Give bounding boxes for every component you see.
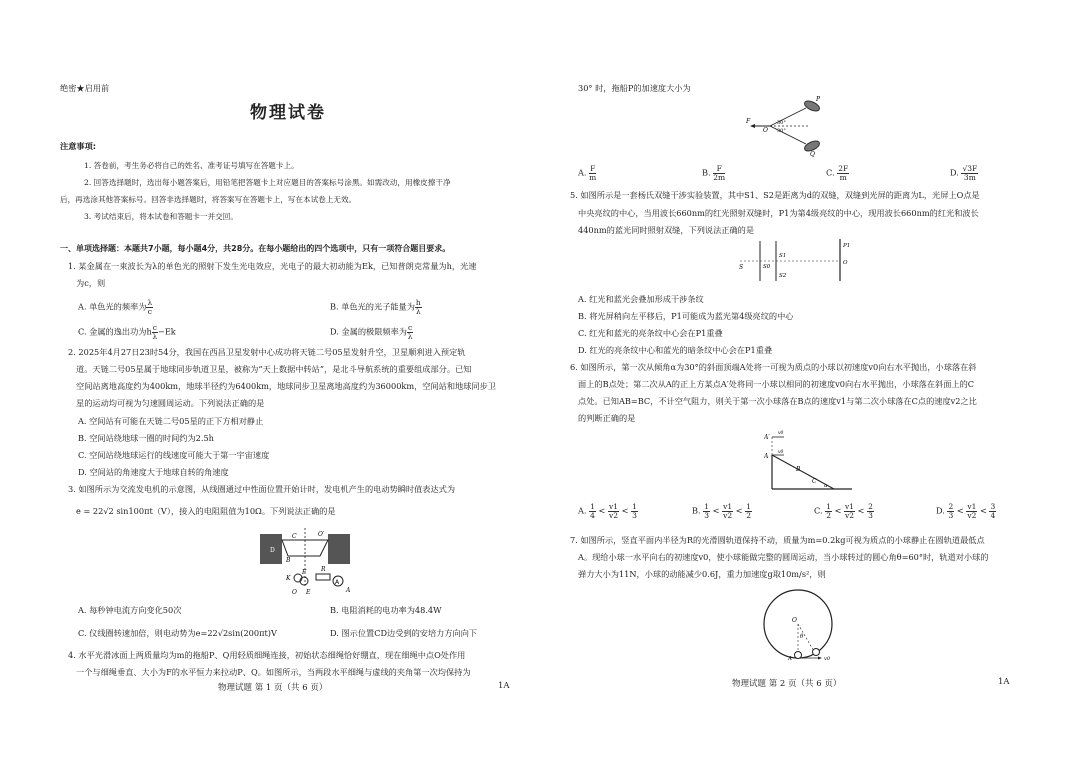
option-tail: −Ek — [157, 326, 176, 337]
label-b: B — [286, 557, 291, 564]
fraction — [631, 503, 638, 520]
denominator: 3 — [948, 511, 954, 520]
label-p: P — [816, 96, 821, 103]
q4-stem: 4. 水平光滑冰面上两质量均为m的拖船P、Q用轻质细绳连接，初始状态细绳恰好绷直，现在细绳中点O处作用 — [68, 650, 466, 660]
denominator: v2 — [845, 511, 855, 520]
ball — [813, 649, 820, 656]
q6-stem: 的判断正确的是 — [578, 413, 636, 423]
q4-stem: 一个与细绳垂直、大小为F的水平恒力来拉动P、Q。如图所示，当两段水平细绳与虚线的夹角第一次均保持为 — [76, 667, 471, 677]
numerator: v1 — [723, 502, 733, 511]
q2-stem: 2. 2025年4月27日23时54分，我国在西昌卫星发射中心成功将天链二号05星发射升空，卫星顺利进入预定轨 — [68, 347, 466, 357]
q1-option-a — [78, 299, 153, 316]
denominator: 4 — [590, 511, 595, 520]
q1-option-c — [78, 324, 176, 341]
label-v0: v0 — [778, 431, 784, 436]
circular-track-diagram — [758, 586, 848, 662]
fraction — [589, 165, 596, 182]
q5-stem: 5. 如图所示是一套杨氏双缝干涉实验装置，其中S1、S2是距离为d的双缝，双缝到光屏的距离为L，光屏上O点是 — [570, 190, 980, 200]
option-label: B. — [692, 505, 701, 516]
denominator: c — [147, 307, 152, 316]
fraction — [589, 503, 596, 520]
q6-stem: 6. 如图所示，第一次从倾角α为30°的斜面顶端A处将一可视为质点的小球以初速度v0向右水平抛出，小球落在斜 — [570, 362, 977, 372]
q2-option-b: B. 空间站绕地球一圈的时间约为2.5h — [78, 433, 214, 443]
fraction — [947, 503, 954, 520]
resistor-icon — [316, 574, 330, 580]
q3-option-b: B. 电阻消耗的电功率为48.4W — [330, 605, 442, 615]
numerator: F — [590, 164, 596, 173]
label-a: A — [788, 656, 792, 662]
option-label: A. — [578, 167, 587, 178]
numerator: 1 — [704, 502, 710, 511]
numerator: √3F — [962, 164, 978, 173]
q2-option-a: A. 空间站有可能在天链二号05星的正下方相对静止 — [78, 416, 264, 426]
double-slit-diagram — [736, 237, 866, 283]
label-s1: S1 — [779, 253, 787, 259]
q5-stem: 440nm的蓝光同时照射双缝，下列说法正确的是 — [578, 225, 755, 235]
q3-option-a: A. 每秒钟电流方向变化50次 — [78, 605, 182, 615]
q7-stem: 7. 如图所示，竖直平面内半径为R的光滑圆轨道保持不动，质量为m=0.2kg可视为质点的小球静止在圆轨道最低点 — [570, 535, 985, 545]
page-footer: 物理试题 第 2 页（共 6 页） — [732, 679, 842, 689]
label-k: K — [286, 575, 291, 582]
angle-label: 30° — [777, 128, 786, 134]
label-a1: A′ — [764, 434, 770, 441]
q6-option-d: D. $\frac{2}{3}$ < $\frac{v1}{v2}$ < $\frac{3}{4}$ — [936, 502, 996, 520]
label-s: S — [739, 264, 744, 271]
label-s2: S2 — [779, 273, 787, 279]
fraction — [745, 503, 752, 520]
label-b: B — [796, 466, 801, 473]
ratio — [722, 503, 733, 520]
q4-stem-continued: 30° 时，拖船P的加速度大小为 — [578, 83, 691, 93]
label-theta: θ — [800, 634, 804, 640]
numerator: 1 — [746, 502, 751, 511]
numerator: F — [713, 165, 725, 174]
ratio — [844, 503, 855, 520]
ratio — [608, 503, 619, 520]
note-line: 1. 答卷前，考生务必将自己的姓名、准考证号填写在答题卡上。 — [84, 161, 299, 170]
fraction — [867, 503, 874, 520]
q1-stem: 1. 某金属在一束波长为λ的单色光的照射下发生光电效应，光电子的最大初动能为Ek，已知普朗克常量为h，光速 — [68, 261, 477, 271]
denominator: v2 — [608, 511, 618, 520]
q6-stem: 点处。已知AB=BC，不计空气阻力，则关于第一次小球落在B点的速度v1与第二次小球落在C点的速度v2之比 — [578, 396, 977, 406]
numerator: 2F — [838, 164, 849, 173]
q2-stem: 星的运动均可视为匀速圆周运动。下列说法正确的是 — [76, 398, 265, 408]
q7-stem: 弹力大小为11N，小球的动能减少0.6J，重力加速度g取10m/s²，则 — [578, 569, 826, 579]
label-a: A — [764, 453, 769, 460]
q2-stem: 空间站离地高度约为400km，地球半径约为6400km，地球同步卫星离地高度约为36000km，空间站和地球同步卫 — [76, 381, 496, 391]
denominator: 3 — [868, 511, 873, 520]
fraction — [713, 165, 725, 182]
numerator: 2 — [868, 502, 873, 511]
fraction — [407, 324, 413, 341]
fraction — [825, 503, 832, 520]
q3-option-d: D. 图示位置CD边受到的安培力方向向下 — [330, 628, 478, 638]
option-label: C. — [814, 505, 823, 516]
q5-option-a: A. 红光和蓝光会叠加形成干涉条纹 — [578, 294, 704, 304]
label-f: F — [746, 118, 751, 125]
arrow-head — [750, 124, 755, 128]
denominator: λ — [415, 307, 421, 316]
fraction — [703, 503, 710, 520]
label-e: E — [306, 589, 311, 596]
numerator: 1 — [590, 502, 595, 511]
q4-option-d — [950, 165, 978, 182]
numerator: 2 — [948, 502, 954, 511]
numerator: v1 — [845, 502, 855, 511]
secret-label: 绝密★启用前 — [60, 83, 110, 93]
label-o: O — [292, 589, 297, 596]
option-text: D. 金属的极限频率为 — [330, 326, 407, 337]
ammeter-label: A — [335, 579, 340, 586]
numerator: 3 — [990, 502, 996, 511]
option-label: A. — [578, 505, 587, 516]
fraction — [837, 165, 849, 182]
fraction — [146, 299, 153, 316]
denominator: 2 — [746, 511, 751, 520]
tugboat-diagram — [746, 96, 828, 158]
numerator: h — [415, 298, 421, 307]
option-text: B. 单色光的光子能量为 — [330, 301, 415, 312]
denominator: 3m — [963, 173, 976, 182]
q3-stem: 3. 如图所示为交流发电机的示意图，从线圈通过中性面位置开始计时，发电机产生的电动势瞬时值表达式为 — [68, 484, 456, 494]
q4-option-a — [578, 165, 596, 182]
denominator: 3 — [632, 511, 637, 520]
denominator: m — [589, 173, 597, 182]
numerator: 1 — [826, 502, 831, 511]
q5-option-d: D. 红光的亮条纹中心和蓝光的暗条纹中心会在P1重叠 — [578, 345, 773, 355]
note-line: 后，再选涂其他答案标号。回答非选择题时，将答案写在答题卡上，写在本试卷上无效。 — [60, 195, 357, 204]
page-2 — [540, 0, 1080, 764]
page-code: 1A — [998, 677, 1010, 687]
q6-option-a: A. $\frac{1}{4}$ < $\frac{v1}{v2}$ < $\frac{1}{3}$ — [578, 502, 637, 520]
note-line: 3. 考试结束后，将本试卷和答题卡一并交回。 — [84, 212, 238, 221]
q2-option-d: D. 空间站的角速度大于地球自转的角速度 — [78, 467, 229, 477]
page-footer: 物理试题 第 1 页（共 6 页） — [218, 683, 328, 693]
label-v0: v0 — [824, 656, 831, 662]
denominator: v2 — [967, 511, 977, 520]
page-title: 物理试卷 — [250, 103, 326, 123]
denominator: v2 — [723, 511, 733, 520]
fraction — [989, 503, 996, 520]
label-v0: v0 — [778, 450, 784, 455]
q5-option-b: B. 将光屏稍向左平移后，P1可能成为蓝光第4级亮纹的中心 — [578, 311, 794, 321]
angle-label: 30° — [777, 120, 786, 126]
denominator: m — [839, 173, 847, 182]
fraction — [415, 299, 422, 316]
q6-option-b: B. $\frac{1}{3}$ < $\frac{v1}{v2}$ < $\frac{1}{2}$ — [692, 502, 751, 520]
label-s0: S0 — [763, 264, 771, 270]
denominator: λ — [407, 332, 413, 341]
numerator: 1 — [632, 502, 637, 511]
q2-stem: 道。天链二号05星属于地球同步轨道卫星，被称为“天上数据中转站”，是北斗导航系统的重要组成部分。已知 — [76, 364, 472, 374]
option-text: C. 金属的逸出功为h — [78, 326, 152, 337]
section-heading: 一、单项选择题：本题共7小题，每小题4分，共28分。在每小题给出的四个选项中，只有一项符合题目要求。 — [60, 244, 451, 253]
label-a: A — [346, 587, 351, 594]
q1-stem: 为c，则 — [76, 278, 106, 288]
incline-diagram — [764, 425, 854, 495]
numerator: v1 — [608, 502, 618, 511]
q4-option-c — [826, 165, 849, 182]
label-o: O — [763, 127, 768, 134]
q4-option-b — [702, 165, 725, 182]
denominator: 4 — [990, 511, 996, 520]
label-d: D — [270, 547, 275, 554]
label-q: Q — [810, 151, 815, 158]
option-label: D. — [950, 167, 959, 178]
magnet-south — [328, 534, 350, 564]
arrow-head — [818, 657, 822, 660]
ratio — [966, 503, 977, 520]
denominator: 2 — [826, 511, 831, 520]
numerator: v1 — [967, 502, 977, 511]
rope-q — [770, 126, 806, 144]
numerator: c — [152, 323, 157, 332]
label-p1: P1 — [843, 243, 851, 249]
q5-option-c: C. 红光和蓝光的亮条纹中心会在P1重叠 — [578, 328, 723, 338]
q5-stem: 中央亮纹的中心，当用波长660nm的红光照射双缝时，P1为第4级亮纹的中心，现用波长660nm的红光和波长 — [578, 208, 979, 218]
numerator: c — [407, 323, 413, 332]
q7-stem: A。现给小球一水平向右的初速度v0，使小球能做完整的圆周运动，当小球转过的圆心角θ=60°时，轨道对小球的 — [578, 552, 989, 562]
label-o1: O′ — [318, 531, 325, 538]
q6-option-c: C. $\frac{1}{2}$ < $\frac{v1}{v2}$ < $\frac{2}{3}$ — [814, 502, 873, 520]
label-f: F — [302, 569, 307, 576]
option-label: D. — [936, 505, 945, 516]
label-o: O — [843, 260, 848, 266]
numerator: λ — [147, 298, 153, 307]
q3-option-c: C. 仪线圈转速加倍，则电动势为e=22√2sin(200πt)V — [78, 628, 277, 638]
option-text: A. 单色光的频率为 — [78, 301, 147, 312]
label-r: R — [321, 566, 326, 573]
denominator: λ — [152, 332, 158, 341]
fraction — [961, 165, 978, 182]
q6-stem: 面上的B点处；第二次从A的正上方某点A′处将同一小球以相同的初速度v0向右水平抛出，小球落在斜面上的C — [578, 379, 975, 389]
label-c: C — [292, 533, 297, 540]
q3-stem: e = 22√2 sin100πt（V），接入的电阻阻值为10Ω。下列说法正确的是 — [76, 506, 336, 516]
notes-heading: 注意事项: — [60, 141, 97, 151]
q1-option-d — [330, 324, 413, 341]
denominator: 2m — [713, 173, 726, 182]
option-label: C. — [826, 167, 835, 178]
option-label: B. — [702, 167, 711, 178]
page-code: 1A — [498, 681, 510, 691]
rope-p — [770, 108, 806, 126]
q2-option-c: C. 空间站绕地球运行的线速度可能大于第一宇宙速度 — [78, 450, 270, 460]
ball-start — [795, 652, 802, 659]
note-line: 2. 回答选择题时，选出每小题答案后，用铅笔把答题卡上对应题目的答案标号涂黑。如需改动，用橡皮擦干净 — [84, 178, 451, 187]
label-o: O — [792, 617, 797, 624]
generator-diagram — [258, 526, 358, 598]
label-alpha: α — [824, 483, 828, 489]
label-c: C — [812, 478, 817, 485]
denominator: 3 — [704, 511, 710, 520]
q1-option-b — [330, 299, 422, 316]
